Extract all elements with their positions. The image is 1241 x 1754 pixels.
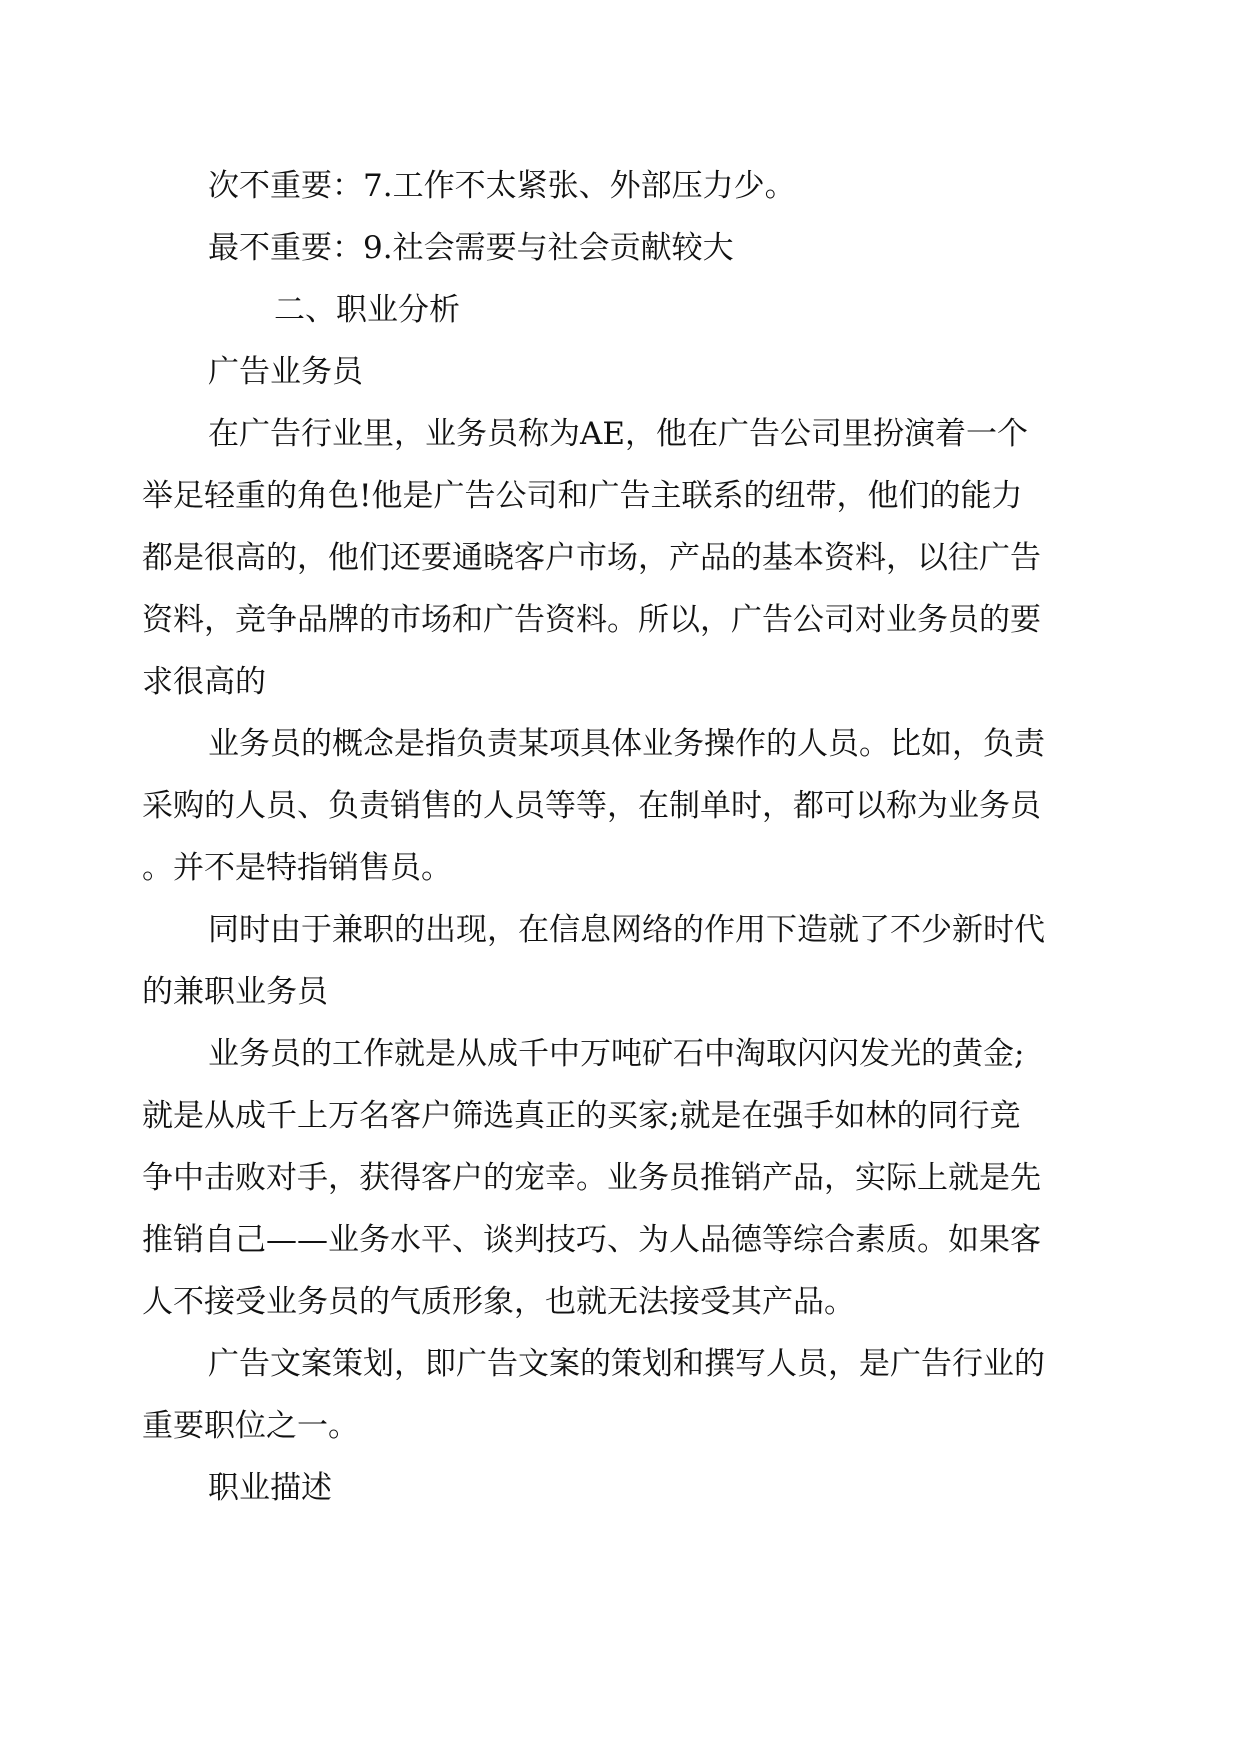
document-body — [142, 155, 1098, 1519]
subheading: 广告业务员 — [208, 354, 363, 390]
paragraph-line: 举足轻重的角色!他是广告公司和广告主联系的纽带，他们的能力 — [142, 478, 1023, 514]
paragraph-line: 广告文案策划，即广告文案的策划和撰写人员，是广告行业的 — [208, 1346, 1045, 1382]
paragraph-line: 。并不是特指销售员。 — [142, 850, 452, 886]
paragraph-line: 就是从成千上万名客户筛选真正的买家;就是在强手如林的同行竞 — [142, 1098, 1021, 1134]
paragraph-line: 重要职位之一。 — [142, 1408, 359, 1444]
paragraph-line: 次不重要：7.工作不太紧张、外部压力少。 — [208, 168, 796, 204]
paragraph-line: 都是很高的，他们还要通晓客户市场，产品的基本资料，以往广告 — [142, 540, 1041, 576]
paragraph-line: 人不接受业务员的气质形象，也就无法接受其产品。 — [142, 1284, 855, 1320]
paragraph-line: 采购的人员、负责销售的人员等等，在制单时，都可以称为业务员 — [142, 788, 1041, 824]
paragraph-line: 业务员的工作就是从成千中万吨矿石中淘取闪闪发光的黄金; — [208, 1036, 1025, 1072]
subheading: 职业描述 — [208, 1470, 332, 1506]
paragraph-line: 推销自己——业务水平、谈判技巧、为人品德等综合素质。如果客 — [142, 1222, 1041, 1258]
paragraph-line: 在广告行业里，业务员称为AE，他在广告公司里扮演着一个 — [208, 416, 1029, 452]
paragraph-line: 求很高的 — [142, 664, 266, 700]
paragraph-line: 争中击败对手，获得客户的宠幸。业务员推销产品，实际上就是先 — [142, 1160, 1041, 1196]
paragraph-line: 业务员的概念是指负责某项具体业务操作的人员。比如，负责 — [208, 726, 1045, 762]
paragraph-line: 资料，竞争品牌的市场和广告资料。所以，广告公司对业务员的要 — [142, 602, 1041, 638]
section-heading: 二、职业分析 — [274, 292, 460, 328]
paragraph-line: 的兼职业务员 — [142, 974, 328, 1010]
paragraph-line: 最不重要：9.社会需要与社会贡献较大 — [208, 230, 734, 266]
paragraph-line: 同时由于兼职的出现，在信息网络的作用下造就了不少新时代 — [208, 912, 1045, 948]
